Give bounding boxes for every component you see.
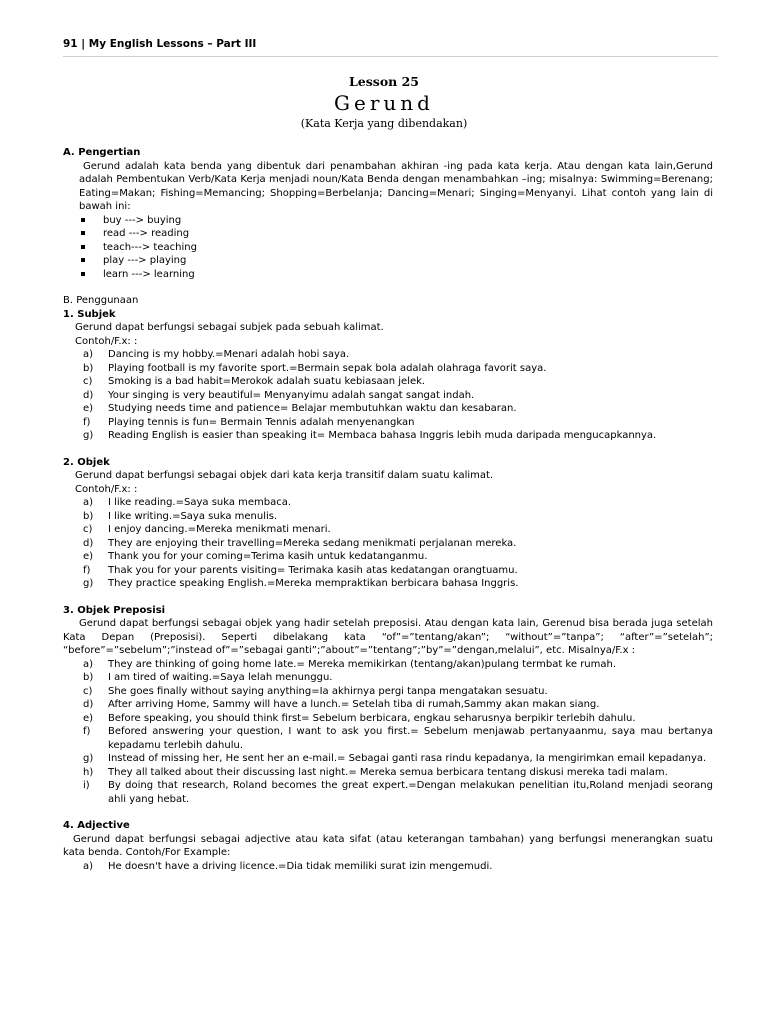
list-item: e) Studying needs time and patience= Belajar membutuhkan waktu dan kesabaran.	[83, 403, 517, 414]
subsection-4-examples	[63, 860, 713, 874]
list-item: b) I like writing.=Saya suka menulis.	[83, 510, 278, 522]
list-item: d) They are enjoying their travelling=Mereka sedang menikmati perjalanan mereka.	[83, 537, 517, 549]
list-item: h) They all talked about their discussing last night.= Mereka semua berbicara tentang diskusi mereka tadi malam.	[83, 766, 668, 778]
list-item: d) Your singing is very beautiful= Menyanyimu adalah sangat sangat indah.	[83, 389, 475, 401]
page-subtitle: (Kata Kerja yang dibendakan)	[300, 117, 468, 130]
subsection-4-intro: Gerund dapat berfungsi sebagai adjective atau kata sifat (atau keterangan tambahan) yang berfungsi menerangkan suatu kata benda. Contoh/For Example:	[63, 833, 713, 858]
subsection-2-contoh: Contoh/F.x: :	[75, 483, 138, 495]
subsection-3-examples	[63, 658, 713, 807]
section-a-paragraph: Gerund adalah kata benda yang dibentuk dari penambahan akhiran -ing pada kata kerja. Atau dengan kata lain,Gerund adalah Pembentukan Verb/Kata Kerja menjadi noun/Kata Benda dengan menambahkan –ing; misalnya: Swimming=Berenang; Eating=Makan; Fishing=Memancing; Shopping=Berbelanja; Dancing=Menari; Singing=Menyanyi. Lihat contoh yang lain di bawah ini:	[79, 160, 713, 212]
subsection-1-contoh: Contoh/F.x: :	[75, 335, 138, 347]
list-item: a) I like reading.=Saya suka membaca.	[83, 497, 292, 508]
list-item: a) They are thinking of going home late.= Mereka memikirkan (tentang/akan)pulang termbat ke rumah.	[83, 658, 617, 670]
list-item: i) By doing that research, Roland becomes the great expert.=Dengan melakukan penelitian itu,Roland menjadi seorang ahli yang hebat.	[83, 780, 713, 805]
list-item: g) They practice speaking English.=Mereka mempraktikan berbicara bahasa Inggris.	[83, 578, 519, 589]
list-item: teach---> teaching	[103, 241, 713, 255]
page-header: 91 | My English Lessons – Part III	[63, 38, 718, 57]
list-item: g) Instead of missing her, He sent her an e-mail.= Sebagai ganti rasa rindu kepadanya, Ia mengirimkan email kepadanya.	[83, 753, 707, 764]
example-bullet-list	[63, 214, 713, 282]
list-item: play ---> playing	[103, 254, 713, 268]
subsection-1-examples	[63, 348, 713, 443]
subsection-4-heading: 4. Adjective	[63, 820, 130, 831]
lesson-number: Lesson 25	[349, 74, 419, 89]
list-item: a) He doesn't have a driving licence.=Dia tidak memiliki surat izin mengemudi.	[83, 860, 493, 872]
list-item: learn ---> learning	[103, 268, 713, 282]
list-item: f) Playing tennis is fun= Bermain Tennis adalah menyenangkan	[83, 416, 415, 428]
list-item: d) After arriving Home, Sammy will have a lunch.= Setelah tiba di rumah,Sammy akan makan siang.	[83, 699, 600, 710]
list-item: b) I am tired of waiting.=Saya lelah menunggu.	[83, 672, 333, 683]
list-item: g) Reading English is easier than speaking it= Membaca bahasa Inggris lebih muda daripada mengucapkannya.	[83, 430, 657, 441]
subsection-2-intro: Gerund dapat berfungsi sebagai objek dari kata kerja transitif dalam suatu kalimat.	[75, 470, 494, 481]
list-item: b) Playing football is my favorite sport.=Bermain sepak bola adalah olahraga favorit saya.	[83, 362, 547, 374]
list-item: a) Dancing is my hobby.=Menari adalah hobi saya.	[83, 349, 350, 360]
subsection-2-examples	[63, 496, 713, 591]
subsection-1-intro: Gerund dapat berfungsi sebagai subjek pada sebuah kalimat.	[75, 322, 384, 333]
list-item: c) Smoking is a bad habit=Merokok adalah suatu kebiasaan jelek.	[83, 376, 426, 387]
subsection-2-heading: 2. Objek	[63, 456, 110, 468]
subsection-1-heading: 1. Subjek	[63, 308, 116, 320]
list-item: e) Before speaking, you should think first= Sebelum berbicara, engkau seharusnya berpikir terlebih dahulu.	[83, 712, 636, 724]
section-a-heading: A. Pengertian	[63, 147, 141, 158]
list-item: read ---> reading	[103, 227, 713, 241]
section-b-heading: B. Penggunaan	[63, 295, 139, 306]
list-item: c) I enjoy dancing.=Mereka menikmati menari.	[83, 524, 331, 535]
list-item: f) Befored answering your question, I want to ask you first.= Sebelum menjawab pertanyaanmu, saya mau bertanya kepadamu terlebih dahulu.	[83, 726, 713, 751]
list-item: c) She goes finally without saying anything=Ia akhirnya pergi tanpa mengatakan sesuatu.	[83, 685, 548, 697]
page-title: Gerund	[334, 91, 434, 115]
list-item: f) Thak you for your parents visiting= Terimaka kasih atas kedatangan orangtuamu.	[83, 564, 518, 576]
subsection-3-heading: 3. Objek Preposisi	[63, 604, 166, 616]
subsection-3-intro: Gerund dapat berfungsi sebagai objek yang hadir setelah preposisi. Atau dengan kata lain, Gerenud bisa berada juga setelah Kata Depan (Preposisi). Seperti dibelakang kata “of”=”tentang/akan”; “without”=”tanpa”; “after”=”setelah”; “before”=”sebelum”;”instead of”=”sebagai ganti”;”about”=”tentang”;”by”=”dengan,melalui”, etc. Misalnya/F.x :	[63, 618, 713, 656]
list-item: e) Thank you for your coming=Terima kasih untuk kedatanganmu.	[83, 551, 428, 562]
document-body	[63, 146, 713, 873]
list-item: buy ---> buying	[103, 214, 713, 228]
